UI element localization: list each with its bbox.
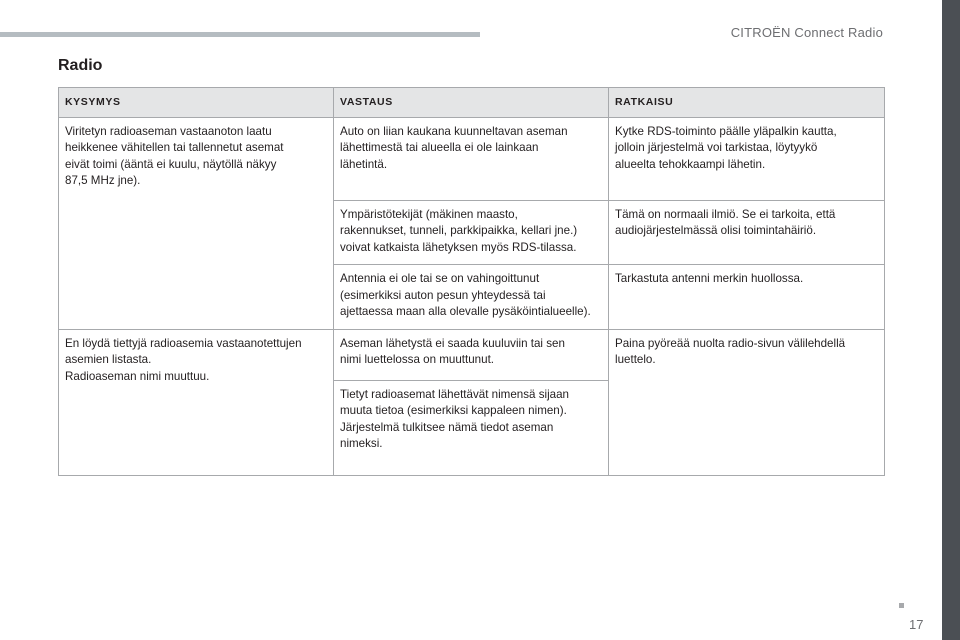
solution-cell: Kytke RDS-toiminto päälle yläpalkin kautta, jolloin järjestelmä voi tarkistaa, löytyykö alueelta tehokkaampi lähetin. (609, 117, 885, 200)
page-number: 17 (909, 617, 924, 632)
column-header-solution: RATKAISU (609, 88, 885, 118)
answer-cell: Aseman lähetystä ei saada kuuluviin tai sen nimi luettelossa on muuttunut. (334, 329, 609, 380)
header-rule (0, 32, 480, 37)
answer-cell: Tietyt radioasemat lähettävät nimensä sijaan muuta tietoa (esimerkiksi kappaleen nimen). Järjestelmä tulkitsee nämä tiedot aseman nimeksi. (334, 380, 609, 475)
table-header-row (59, 88, 885, 118)
answer-cell: Antennia ei ole tai se on vahingoittunut (esimerkiksi auton pesun yhteydessä tai ajettaessa maan alla olevalle pysäköintialueelle). (334, 265, 609, 330)
answer-cell: Ympäristötekijät (mäkinen maasto, rakennukset, tunneli, parkkipaikka, kellari jne.) voivat katkaista lähetyksen myös RDS-tilassa. (334, 200, 609, 265)
table-row (59, 329, 885, 380)
solution-cell: Paina pyöreää nuolta radio-sivun välilehdellä luettelo. (609, 329, 885, 475)
faq-table (58, 87, 885, 476)
question-cell: En löydä tiettyjä radioasemia vastaanotettujen asemien listasta. Radioaseman nimi muuttuu. (59, 329, 334, 475)
answer-cell: Auto on liian kaukana kuunneltavan aseman lähettimestä tai alueella ei ole lainkaan lähetintä. (334, 117, 609, 200)
solution-cell: Tarkastuta antenni merkin huollossa. (609, 265, 885, 330)
table-row (59, 117, 885, 200)
column-header-answer: VASTAUS (334, 88, 609, 118)
page-marker (899, 603, 904, 608)
section-title: Radio (58, 57, 103, 74)
column-header-question: KYSYMYS (59, 88, 334, 118)
manual-title: CITROËN Connect Radio (730, 25, 883, 40)
side-tab-strip (942, 0, 960, 640)
question-cell: Viritetyn radioaseman vastaanoton laatu heikkenee vähitellen tai tallennetut asemat eivät toimi (ääntä ei kuulu, näytöllä näkyy 87,5 MHz jne). (59, 117, 334, 329)
solution-cell: Tämä on normaali ilmiö. Se ei tarkoita, että audiojärjestelmässä olisi toimintahäiriö. (609, 200, 885, 265)
